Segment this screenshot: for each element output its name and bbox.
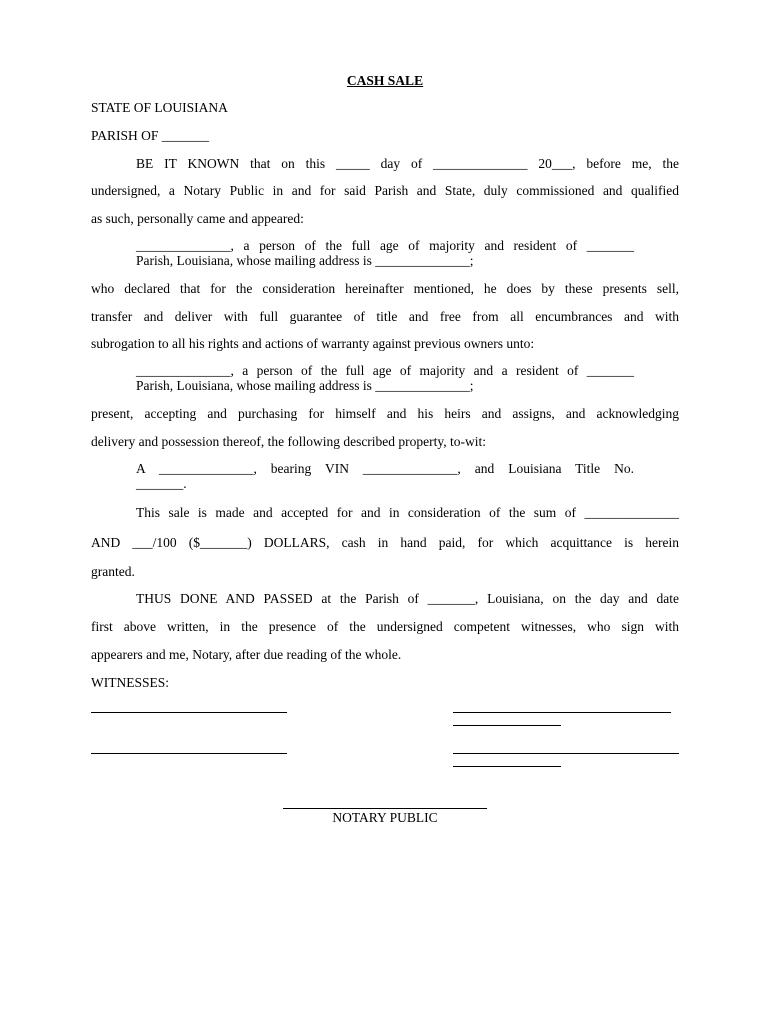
para4-line3: granted.	[91, 564, 135, 579]
appearer-signature-line-1b[interactable]	[453, 725, 561, 726]
buyer-line1: ______________, a person of the full age of majority and a resident of _______	[136, 363, 634, 378]
notary-label: NOTARY PUBLIC	[332, 810, 438, 825]
witnesses-label: WITNESSES:	[91, 675, 170, 690]
witness-signature-line-1[interactable]	[91, 712, 287, 713]
seller-line1: ______________, a person of the full age of majority and resident of _______	[136, 238, 634, 253]
para3-line1: present, accepting and purchasing for himself and his heirs and assigns, and acknowledging	[91, 406, 679, 421]
para5-line2: first above written, in the presence of the undersigned competent witnesses, who sign with	[91, 619, 679, 634]
para4-line2: AND ___/100 ($_______) DOLLARS, cash in hand paid, for which acquittance is herein	[91, 535, 679, 550]
para2-line2: transfer and deliver with full guarantee of title and free from all encumbrances and with	[91, 309, 679, 324]
para2-line3: subrogation to all his rights and actions of warranty against previous owners unto:	[91, 336, 535, 351]
document-title: CASH SALE	[346, 73, 424, 88]
para5-line1: THUS DONE AND PASSED at the Parish of _______, Louisiana, on the day and date	[136, 591, 679, 606]
vehicle-line2: _______.	[136, 476, 187, 491]
para1-line2: undersigned, a Notary Public in and for said Parish and State, duly commissioned and qualified	[91, 183, 679, 198]
para1-line1: BE IT KNOWN that on this _____ day of ______________ 20___, before me, the	[136, 156, 679, 171]
para2-line1: who declared that for the consideration hereinafter mentioned, he does by these presents sell,	[91, 281, 679, 296]
vehicle-line1: A ______________, bearing VIN ______________, and Louisiana Title No.	[136, 461, 634, 476]
buyer-line2: Parish, Louisiana, whose mailing address is ______________;	[136, 378, 474, 393]
seller-line2: Parish, Louisiana, whose mailing address is ______________;	[136, 253, 474, 268]
para4-line1: This sale is made and accepted for and in consideration of the sum of ______________	[136, 505, 679, 520]
appearer-signature-line-1[interactable]	[453, 712, 671, 713]
appearer-signature-line-2b[interactable]	[453, 766, 561, 767]
para3-line2: delivery and possession thereof, the following described property, to-wit:	[91, 434, 487, 449]
para1-line3: as such, personally came and appeared:	[91, 211, 304, 226]
state-heading: STATE OF LOUISIANA	[91, 100, 228, 115]
appearer-signature-line-2[interactable]	[453, 753, 679, 754]
witness-signature-line-2[interactable]	[91, 753, 287, 754]
para5-line3: appearers and me, Notary, after due reading of the whole.	[91, 647, 402, 662]
parish-heading: PARISH OF _______	[91, 128, 210, 143]
notary-signature-line[interactable]	[283, 808, 487, 809]
